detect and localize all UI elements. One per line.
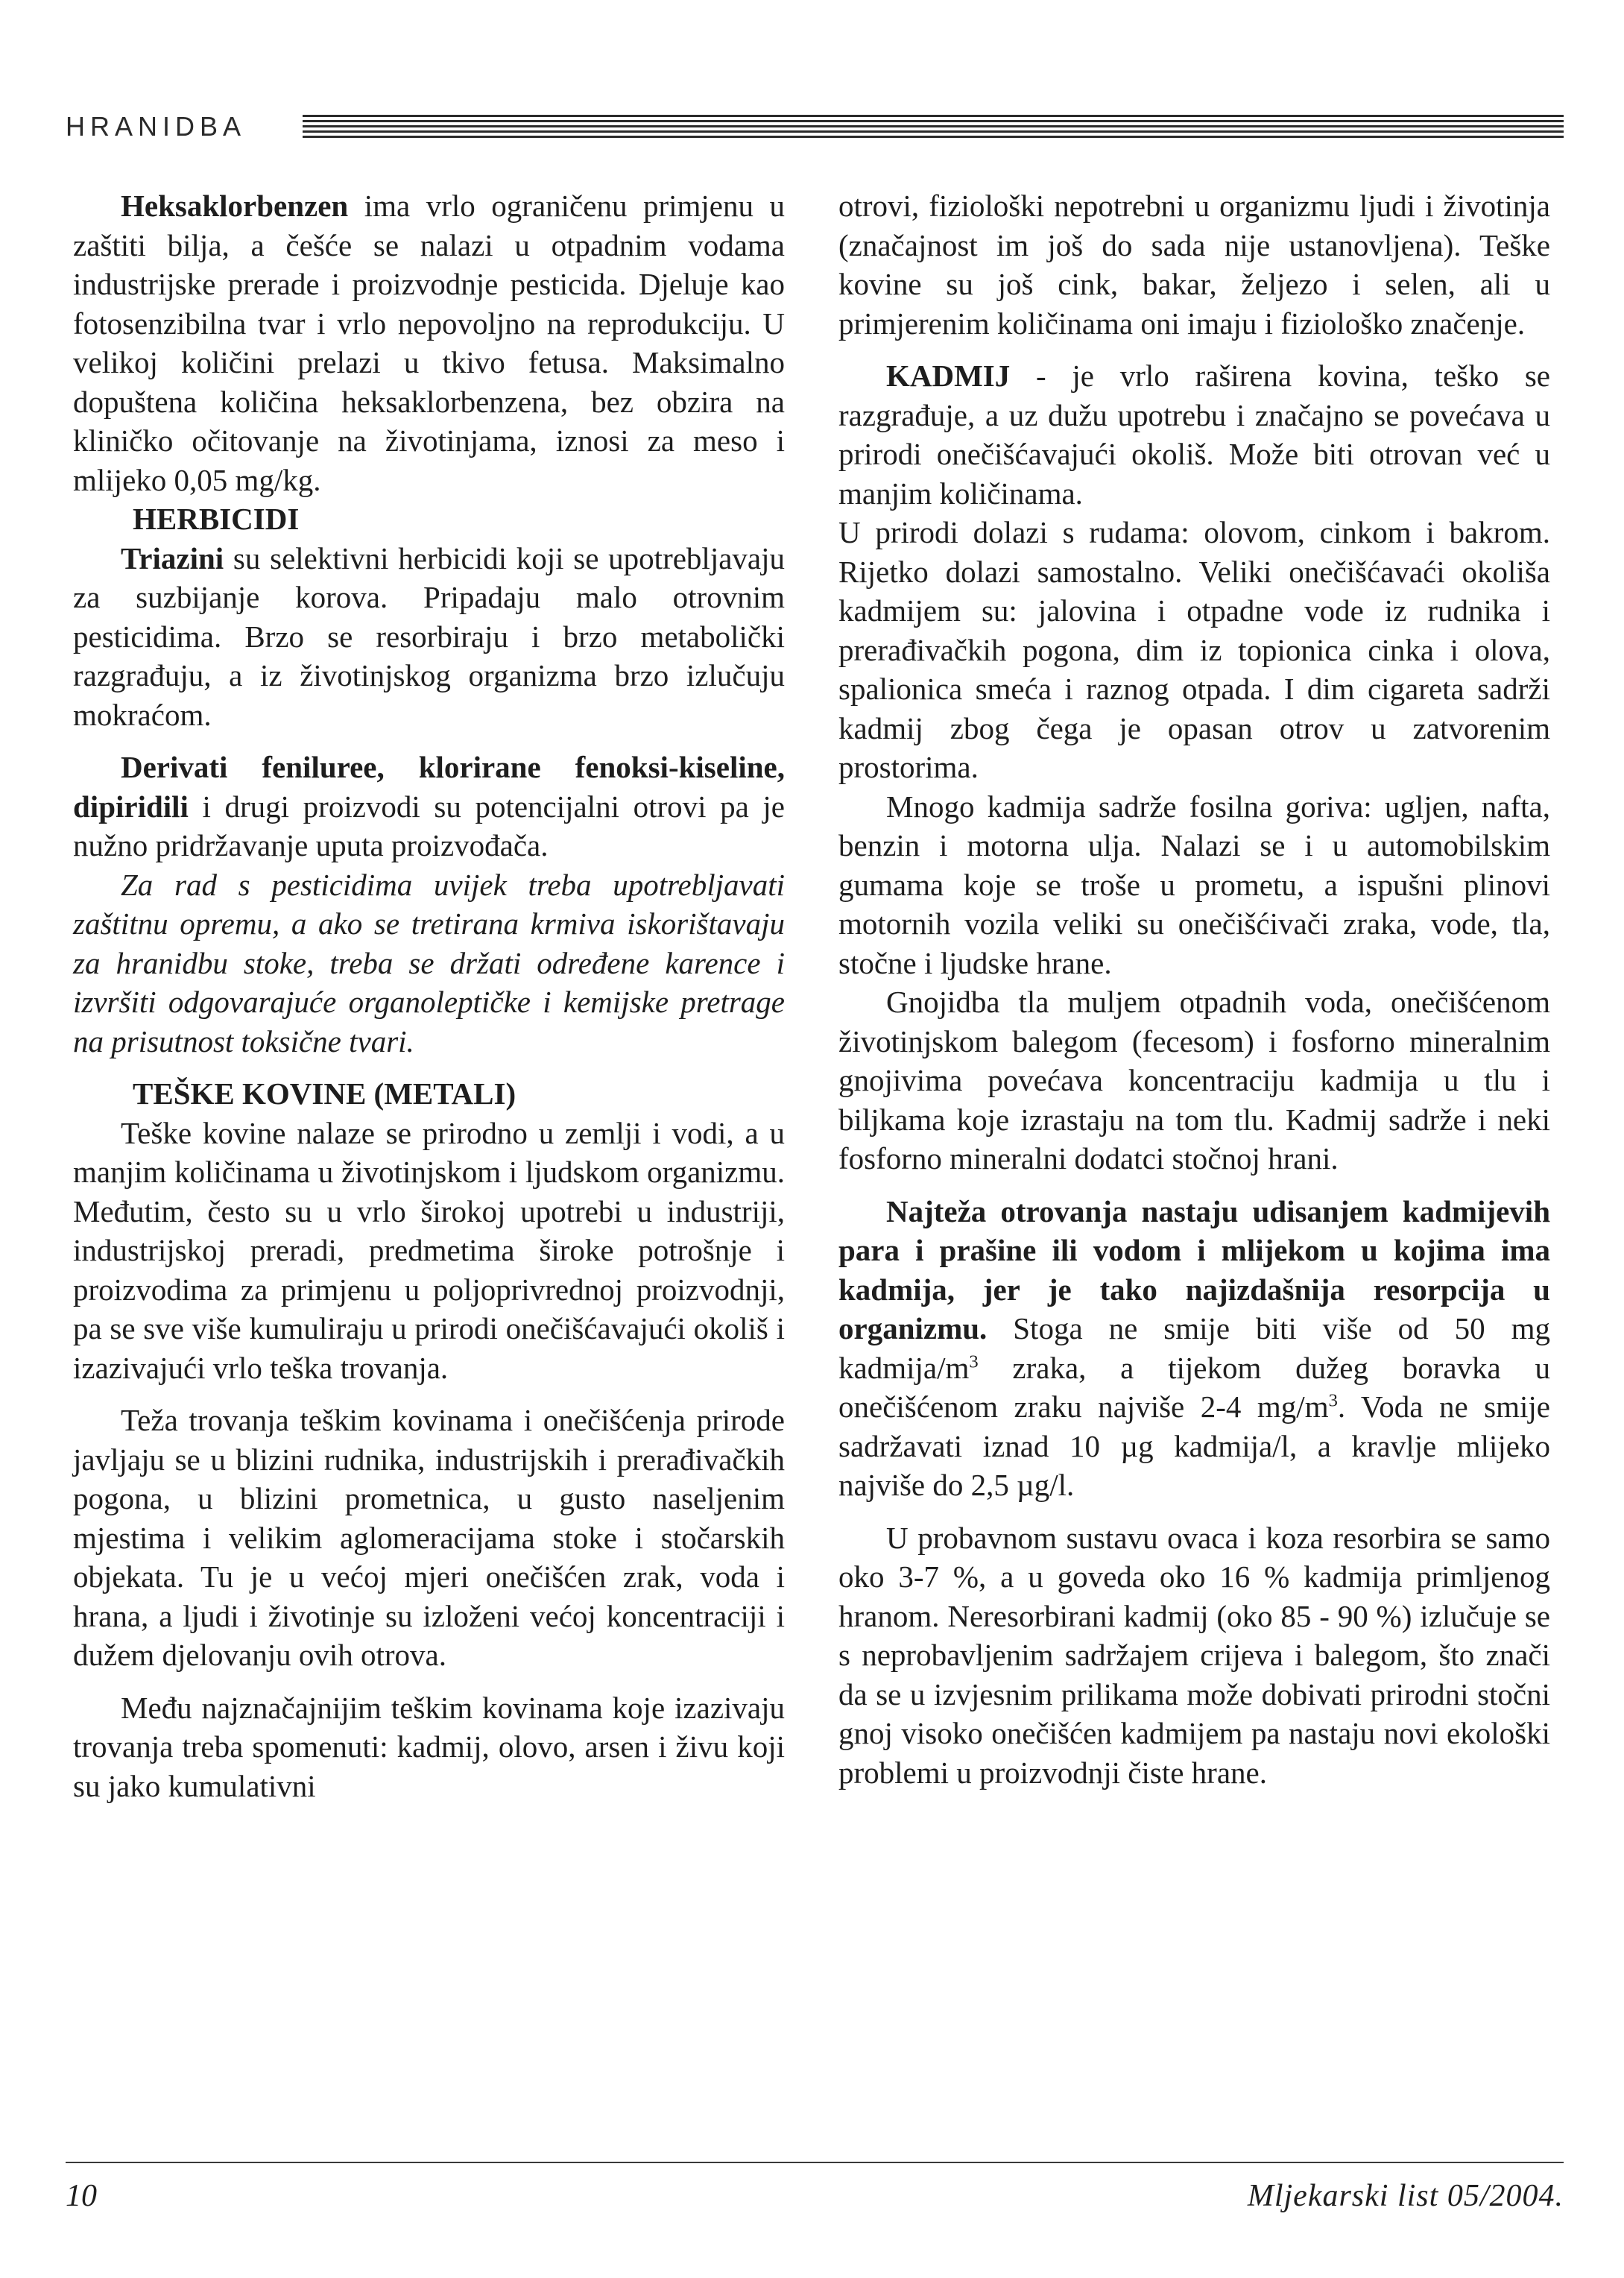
paragraph-text: Stoga ne smije biti više od 50 mg kadmija/m (838, 1311, 1550, 1385)
page-footer (66, 2162, 1564, 2221)
term-heksaklorbenzen: Heksaklorbenzen (121, 189, 349, 223)
paragraph-kadmij (838, 356, 1550, 513)
term-triazini: Triazini (121, 540, 224, 575)
paragraph-text: i drugi proizvodi su potencijalni otrovi pa je nužno pridržavanje uputa proizvođača. (73, 789, 785, 862)
paragraph-continuation: otrovi, fiziološki nepotrebni u organizmu ljudi i životinja (značajnost im još do sada nije ustanovljena). Teške kovine su još cink, bakar, željezo i selen, ali u primjerenim količinama oni imaju i fiziološko značenje. (838, 189, 1550, 341)
paragraph-text: - je vrlo raširena kovina, teško se razgrađuje, a uz dužu upotrebu i značajno se povećava u prirodi onečišćavajući okoliš. Može biti otrovan već u manjim količinama. (838, 359, 1550, 511)
paragraph-derivati (73, 748, 785, 865)
footer-rule (66, 2162, 1564, 2163)
paragraph-heavy-metals-intro: Teške kovine nalaze se prirodno u zemlji i vodi, a u manjim količinama u životinjskom i ljudskom organizmu. Međutim, često su u vrlo širokoj upotrebi u industriji, industrijskoj preradi, predmetima široke potrošnje i proizvodima za primjenu u poljoprivrednoj proizvodnji, pa se sve više kumuliraju u prirodi onečišćavajući okoliš i izazivajući vrlo teška trovanja. (73, 1115, 785, 1385)
paragraph-fertilization: Gnojidba tla muljem otpadnih voda, onečišćenom životinjskom balegom (fecesom) i fosforno mineralnim gnojivima povećava koncentraciju kadmija u tlu i biljkama koje izrastaju na tom tlu. Kadmij sadrže i neki fosforno mineralni dodatci stočnoj hrani. (838, 985, 1550, 1176)
header-rule (303, 115, 1564, 140)
page-number: 10 (66, 2179, 97, 2213)
heading-herbicidi: HERBICIDI (133, 502, 300, 536)
paragraph-text: . Voda ne smije sadržavati iznad 10 µg kadmija/l, a kravlje mlijeko najviše do 2,5 µg/l. (838, 1389, 1550, 1502)
paragraph-hexachlorobenzene (73, 186, 785, 499)
journal-citation: Mljekarski list 05/2004. (1247, 2179, 1564, 2213)
paragraph-kadmij-sources: U prirodi dolazi s rudama: olovom, cinkom i bakrom. Rijetko dolazi samostalno. Veliki onečišćavaći okoliša kadmijem su: jalovina i otpadne vode iz rudnika i prerađivačkih pogona, dim iz topionica cinka i olova, spalionica smeća i raznog otpada. I dim cigareta sadrži kadmij zbog čega je opasan otrov u zatvorenim prostorima. (838, 515, 1550, 784)
right-column (838, 186, 1550, 1792)
term-derivati: Derivati feniluree, klorirane fenoksi-kiseline, dipiridili (73, 750, 785, 824)
paragraph-heavy-metals-poisoning: Teža trovanja teškim kovinama i onečišćenja prirode javljaju se u blizini rudnika, industrijskih i prerađivačkih pogona, u blizini prometnica, u gusto naseljenim mjestima i velikim aglomeracijama stoke i stočarskih objekata. Tu je u većoj mjeri onečišćen zrak, voda i hrana, a ljudi i životinje su izloženi većoj koncentraciji i dužem djelovanju ovih otrova. (73, 1403, 785, 1672)
superscript: 3 (969, 1351, 979, 1372)
paragraph-text: su selektivni herbicidi koji se upotrebljavaju za suzbijanje korova. Pripadaju malo otrovnim pesticidima. Brzo se resorbiraju i brzo metabolički razgrađuju, a iz životinjskog organizma brzo izlučuju mokraćom. (73, 540, 785, 732)
running-header (66, 104, 1564, 149)
superscript: 3 (1328, 1390, 1338, 1411)
paragraph-pesticide-warning: Za rad s pesticidima uvijek treba upotrebljavati zaštitnu opremu, a ako se tretirana krmiva iskorištavaju za hranidbu stoke, treba se držati određene karence i izvršiti odgovarajuće organoleptičke i kemijske pretrage na prisutnost toksične tvari. (73, 867, 785, 1058)
paragraph-digestion: U probavnom sustavu ovaca i koza resorbira se samo oko 3-7 %, a u goveda oko 16 % kadmija primljenog hranom. Neresorbirani kadmij (oko 85 - 90 %) izlučuje se s neprobavljenim sadržajem crijeva i balegom, što znači da se u izvjesnim prilikama može dobivati prirodni stočni gnoj visoko onečišćen kadmijem pa nastaju novi ekološki problemi u proizvodnji čiste hrane. (838, 1520, 1550, 1790)
paragraph-text: zraka, a tijekom dužeg boravka u onečišćenom zraku najviše 2-4 mg/m (838, 1350, 1550, 1424)
term-kadmij: KADMIJ (886, 359, 1011, 393)
section-title: HRANIDBA (66, 111, 247, 142)
paragraph-fossil-fuels: Mnogo kadmija sadrže fosilna goriva: ugljen, nafta, benzin i motorna ulja. Nalazi se i u automobilskim gumama koje se troše u prometu, a ispušni plinovi motornih vozila veliki su onečišćivači zraka, vode, tla, stočne i ljudske hrane. (838, 789, 1550, 980)
paragraph-worst-poisoning (838, 1192, 1550, 1505)
left-column (73, 186, 785, 1805)
paragraph-text: ima vrlo ograničenu primjenu u zaštiti bilja, a češće se nalazi u otpadnim vodama industrijske prerade i proizvodnje pesticida. Djeluje kao fotosenzibilna tvar i vrlo nepovoljno na reprodukciju. U velikoj količini prelazi u tkivo fetusa. Maksimalno dopuštena količina heksaklorbenzena, bez obzira na kliničko očitovanje na životinjama, iznosi za meso i mlijeko 0,05 mg/kg. (73, 189, 785, 497)
paragraph-triazini (73, 539, 785, 735)
emphasis-text: Najteža otrovanja nastaju udisanjem kadmijevih para i prašine ili vodom i mlijekom u kojima ima kadmija, jer je tako najizdašnija resorpcija u organizmu. (838, 1193, 1550, 1345)
paragraph-heavy-metals-list: Među najznačajnijim teškim kovinama koje izazivaju trovanja treba spomenuti: kadmij, olovo, arsen i živu koji su jako kumulativni (73, 1690, 785, 1803)
heading-teske-kovine: TEŠKE KOVINE (METALI) (133, 1076, 516, 1111)
